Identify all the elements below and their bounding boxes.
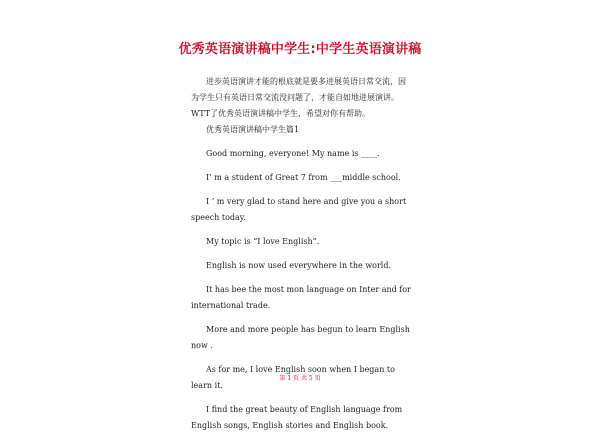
- speech-paragraph: My topic is “I love English”.: [206, 237, 320, 246]
- speech-paragraph: As for me, I love English soon when I began to learn it.: [191, 365, 395, 390]
- speech-paragraph: I’ m a student of Great 7 from ___middle school.: [206, 173, 401, 182]
- speech-paragraph: It has bee the most mon language on Inter and for international trade.: [191, 285, 411, 310]
- speech-paragraph: More and more people has begun to learn English now .: [191, 325, 410, 350]
- speech-paragraph: I find the great beauty of English language from English songs, English stories and English book.: [191, 405, 403, 430]
- speech-paragraph: I ’ m very glad to stand here and give you a short speech today.: [191, 197, 407, 222]
- section-heading: 优秀英语演讲稿中学生篇1: [206, 125, 300, 134]
- speech-paragraph: Good morning, everyone! My name is ____.: [206, 149, 380, 158]
- page-footer: 第 1 页 共 5 页: [279, 375, 321, 382]
- speech-paragraph: English is now used everywhere in the world.: [206, 261, 392, 270]
- page-title: 优秀英语演讲稿中学生:中学生英语演讲稿: [178, 42, 422, 57]
- intro-paragraph: 进步英语演讲才能的根底就是要多进展英语日常交流，因为学生只有英语日常交流没问题了，才能自如地进展演讲。WTT了优秀英语演讲稿中学生，希望对你有帮助。: [191, 77, 406, 118]
